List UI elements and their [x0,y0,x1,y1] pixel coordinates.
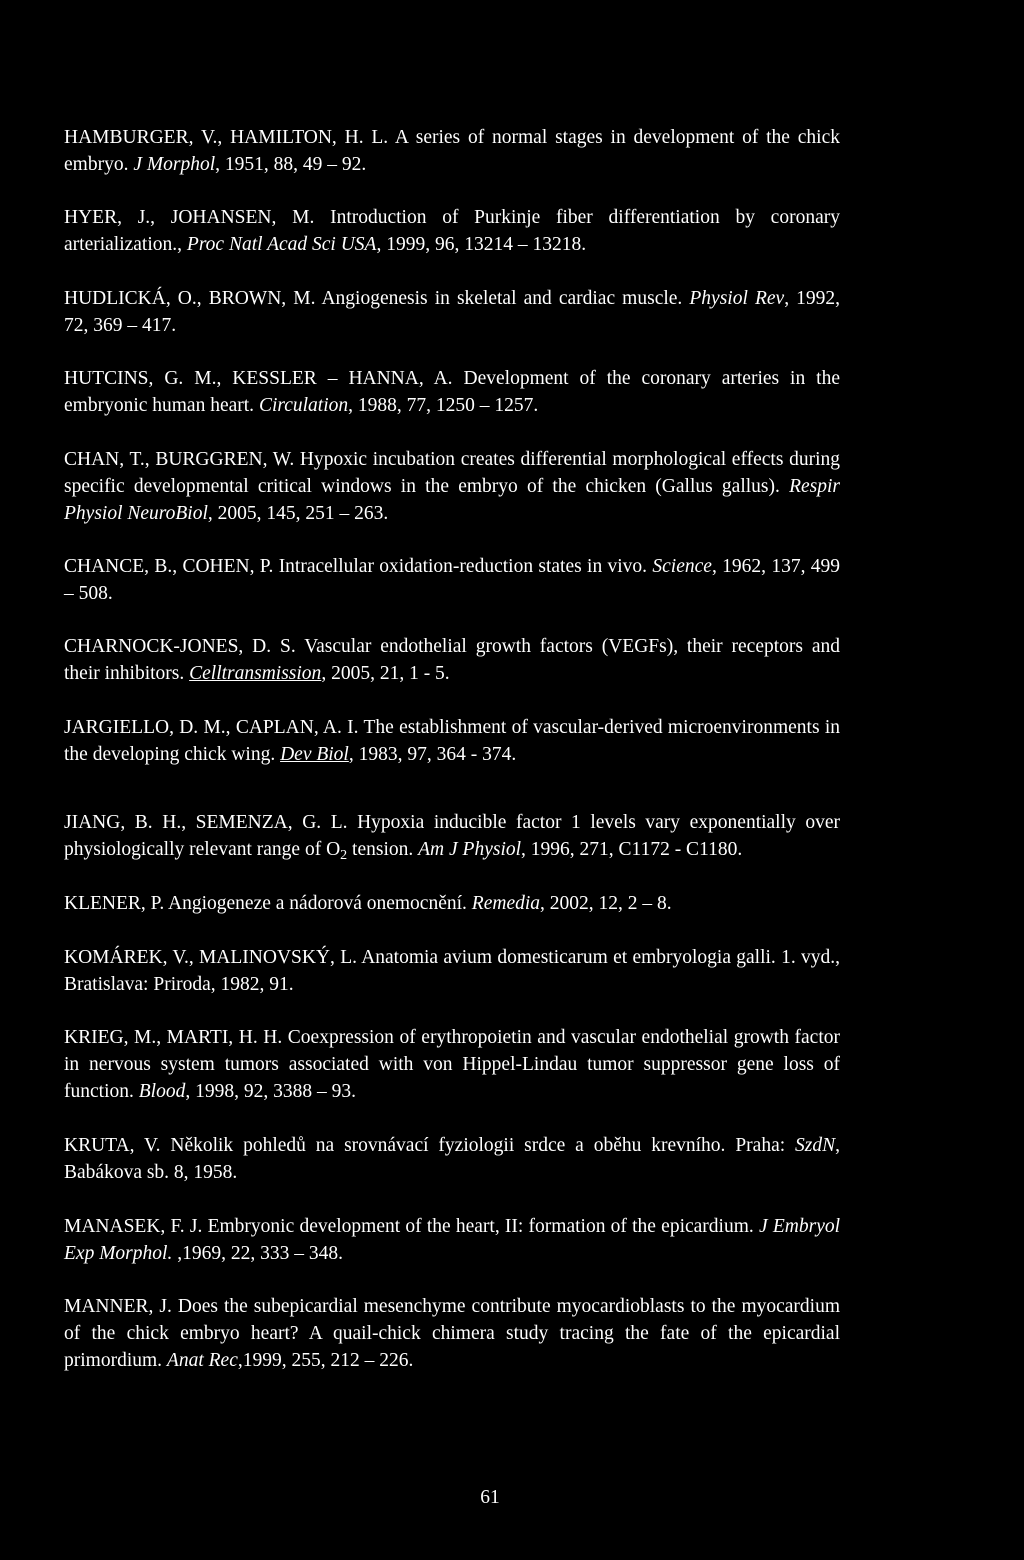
reference-title: Anatomia avium domesticarum et embryologia galli. 1. vyd., Bratislava: Priroda, 1982, 91. [64,947,840,995]
reference-journal: Remedia [471,893,541,914]
reference-authors: HUDLICKÁ, O., BROWN, M. [64,288,316,309]
reference-entry [64,1132,840,1186]
reference-authors: JIANG, B. H., SEMENZA, G. L. [64,812,348,833]
reference-title: The establishment of vascular-derived microenvironments in the developing chick wing. [64,717,840,765]
reference-title: Intracellular oxidation-reduction states in vivo. [278,556,648,577]
reference-entry [64,1213,840,1267]
reference-authors: MANNER, J. [64,1296,172,1317]
reference-authors: HYER, J., JOHANSEN, M. [64,207,315,228]
reference-journal: Dev Biol [280,744,349,765]
reference-details: , Babákova sb. 8, 1958. [64,1135,841,1183]
reference-details: , 1988, 77, 1250 – 1257. [348,395,539,416]
reference-journal: Respir Physiol NeuroBiol [64,476,841,524]
reference-entry [64,204,840,258]
reference-entry [64,714,840,768]
reference-title: Introduction of Purkinje fiber differentiation by coronary arterialization., [64,207,840,255]
reference-title: Angiogenesis in skeletal and cardiac muscle. [321,288,683,309]
reference-entry [64,446,840,527]
reference-journal: Blood [138,1081,186,1102]
reference-entry [64,1024,840,1105]
reference-title: tension. [347,839,414,860]
reference-details: , 1992, 72, 369 – 417. [64,288,841,336]
reference-title: Development of the coronary arteries in the embryonic human heart. [64,368,841,416]
reference-title: Embryonic development of the heart, II: formation of the epicardium. [207,1216,754,1237]
reference-details: , 1962, 137, 499 – 508. [64,556,841,604]
reference-title: Coexpression of erythropoietin and vascular endothelial growth factor in nervous system tumors associated with von Hippel-Lindau tumor suppressor gene loss of function. [64,1027,840,1102]
reference-title: Angiogeneze a nádorová onemocnění. [168,893,467,914]
reference-authors: HAMBURGER, V., HAMILTON, H. L. [64,127,389,148]
reference-journal: Am J Physiol [418,839,522,860]
reference-authors: CHANCE, B., COHEN, P. [64,556,274,577]
reference-details: , 1951, 88, 49 – 92. [215,154,367,175]
reference-authors: KLENER, P. [64,893,165,914]
reference-entry [64,124,840,178]
reference-authors: KOMÁREK, V., MALINOVSKÝ, L. [64,947,357,968]
reference-journal: J Embryol Exp Morphol. [64,1216,841,1264]
reference-title: Vascular endothelial growth factors (VEGFs), their receptors and their inhibitors. [64,636,840,684]
reference-title-subscript: 2 [340,848,348,863]
reference-authors: JARGIELLO, D. M., CAPLAN, A. I. [64,717,359,738]
reference-authors: KRUTA, V. [64,1135,161,1156]
reference-details: , 1983, 97, 364 - 374. [348,744,517,765]
reference-title: A series of normal stages in development of the chick embryo. [64,127,840,175]
reference-journal: Celltransmission [189,663,322,684]
reference-journal: J Morphol [133,154,216,175]
reference-authors: CHAN, T., BURGGREN, W. [64,449,295,470]
reference-details: , 2005, 21, 1 - 5. [321,663,450,684]
reference-entry [64,809,840,863]
reference-journal: Anat Rec [166,1350,238,1371]
reference-entry [64,285,840,339]
reference-journal: Proc Natl Acad Sci USA [186,234,377,255]
page-number: 61 [480,1487,500,1508]
reference-title: Hypoxic incubation creates differential morphological effects during specific developmental critical windows in the embryo of the chicken (Gallus gallus). [64,449,840,497]
reference-list [64,124,840,1374]
reference-entry [64,633,840,687]
reference-title: Hypoxia inducible factor 1 levels vary exponentially over physiologically relevant range of O [64,812,840,860]
reference-details: , 1999, 96, 13214 – 13218. [376,234,587,255]
reference-details: ,1969, 22, 333 – 348. [172,1243,343,1264]
reference-entry [64,1293,840,1374]
reference-entry [64,890,840,917]
reference-details: , 2002, 12, 2 – 8. [540,893,672,914]
reference-authors: CHARNOCK-JONES, D. S. [64,636,296,657]
reference-entry [64,365,840,419]
reference-authors: MANASEK, F. J. [64,1216,203,1237]
reference-journal: Circulation [258,395,349,416]
reference-details: , 1996, 271, C1172 - C1180. [521,839,743,860]
reference-title: Does the subepicardial mesenchyme contribute myocardioblasts to the myocardium of the chick embryo heart? A quail-chick chimera study tracing the fate of the epicardial primordium. [64,1296,841,1371]
reference-details: , 1998, 92, 3388 – 93. [185,1081,356,1102]
reference-details: ,1999, 255, 212 – 226. [237,1350,414,1371]
reference-journal: Science [652,556,712,577]
reference-journal: SzdN [795,1135,836,1156]
reference-details: , 2005, 145, 251 – 263. [207,503,389,524]
reference-title: Několik pohledů na srovnávací fyziologii srdce a oběhu krevního. Praha: [170,1135,786,1156]
reference-entry [64,553,840,607]
reference-entry [64,944,840,998]
reference-authors: KRIEG, M., MARTI, H. H. [64,1027,283,1048]
reference-journal: Physiol Rev [689,288,785,309]
reference-authors: HUTCINS, G. M., KESSLER – HANNA, A. [64,368,453,389]
